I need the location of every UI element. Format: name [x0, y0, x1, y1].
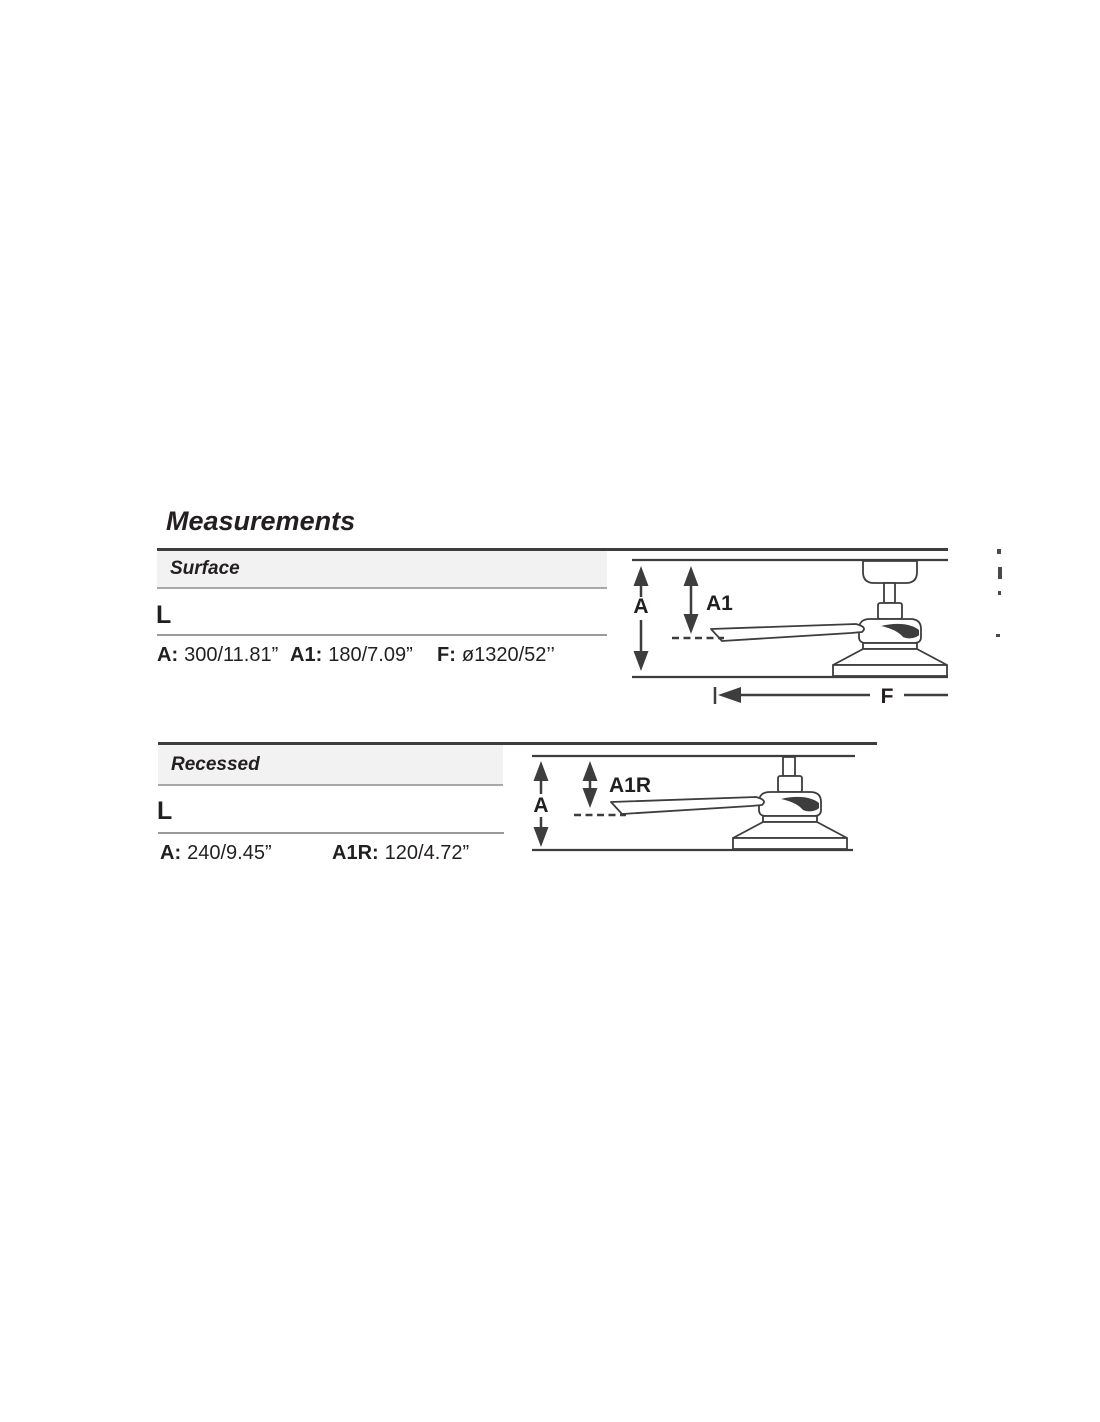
surface-dim-a1 — [684, 566, 734, 634]
recessed-spec-a1r-label: A1R: — [332, 842, 379, 864]
surface-model-label: L — [156, 601, 172, 629]
edge-fragments — [996, 549, 1002, 637]
surface-spec-a-label: A: — [157, 644, 179, 666]
recessed-fan-drawing — [611, 757, 847, 849]
recessed-spec-a1r-value: 120/4.72” — [384, 842, 470, 864]
surface-dim-f — [715, 685, 948, 708]
surface-diagram — [632, 549, 1002, 708]
downrod — [783, 757, 795, 776]
surface-dim-a1-label: A1 — [706, 592, 733, 615]
recessed-dim-a — [533, 761, 548, 847]
recessed-diagram — [532, 756, 855, 850]
recessed-spec-a-label: A: — [160, 842, 182, 864]
surface-spec-a1-value: 180/7.09” — [328, 644, 413, 666]
surface-dim-a — [633, 566, 648, 671]
recessed-model-label: L — [157, 797, 173, 825]
canopy — [863, 561, 917, 583]
surface-spec-f-value: ø1320/52’’ — [461, 644, 555, 666]
recessed-spec-a-value: 240/9.45” — [187, 842, 272, 864]
coupler — [878, 603, 902, 619]
recessed-dim-a1r-label: A1R — [609, 774, 652, 797]
surface-spec-a-value: 300/11.81” — [184, 644, 279, 666]
recessed-section-label: Recessed — [171, 753, 260, 775]
surface-spec-a1-label: A1: — [290, 644, 323, 666]
surface-dim-a-label: A — [633, 595, 649, 618]
surface-section-label: Surface — [170, 558, 240, 579]
coupler — [778, 776, 802, 792]
surface-dim-f-label: F — [880, 685, 894, 708]
page-title: Measurements — [166, 506, 356, 536]
recessed-dim-a-label: A — [533, 794, 549, 817]
downrod — [884, 583, 895, 603]
surface-spec-f-label: F: — [437, 644, 456, 666]
surface-fan-drawing — [711, 561, 947, 676]
